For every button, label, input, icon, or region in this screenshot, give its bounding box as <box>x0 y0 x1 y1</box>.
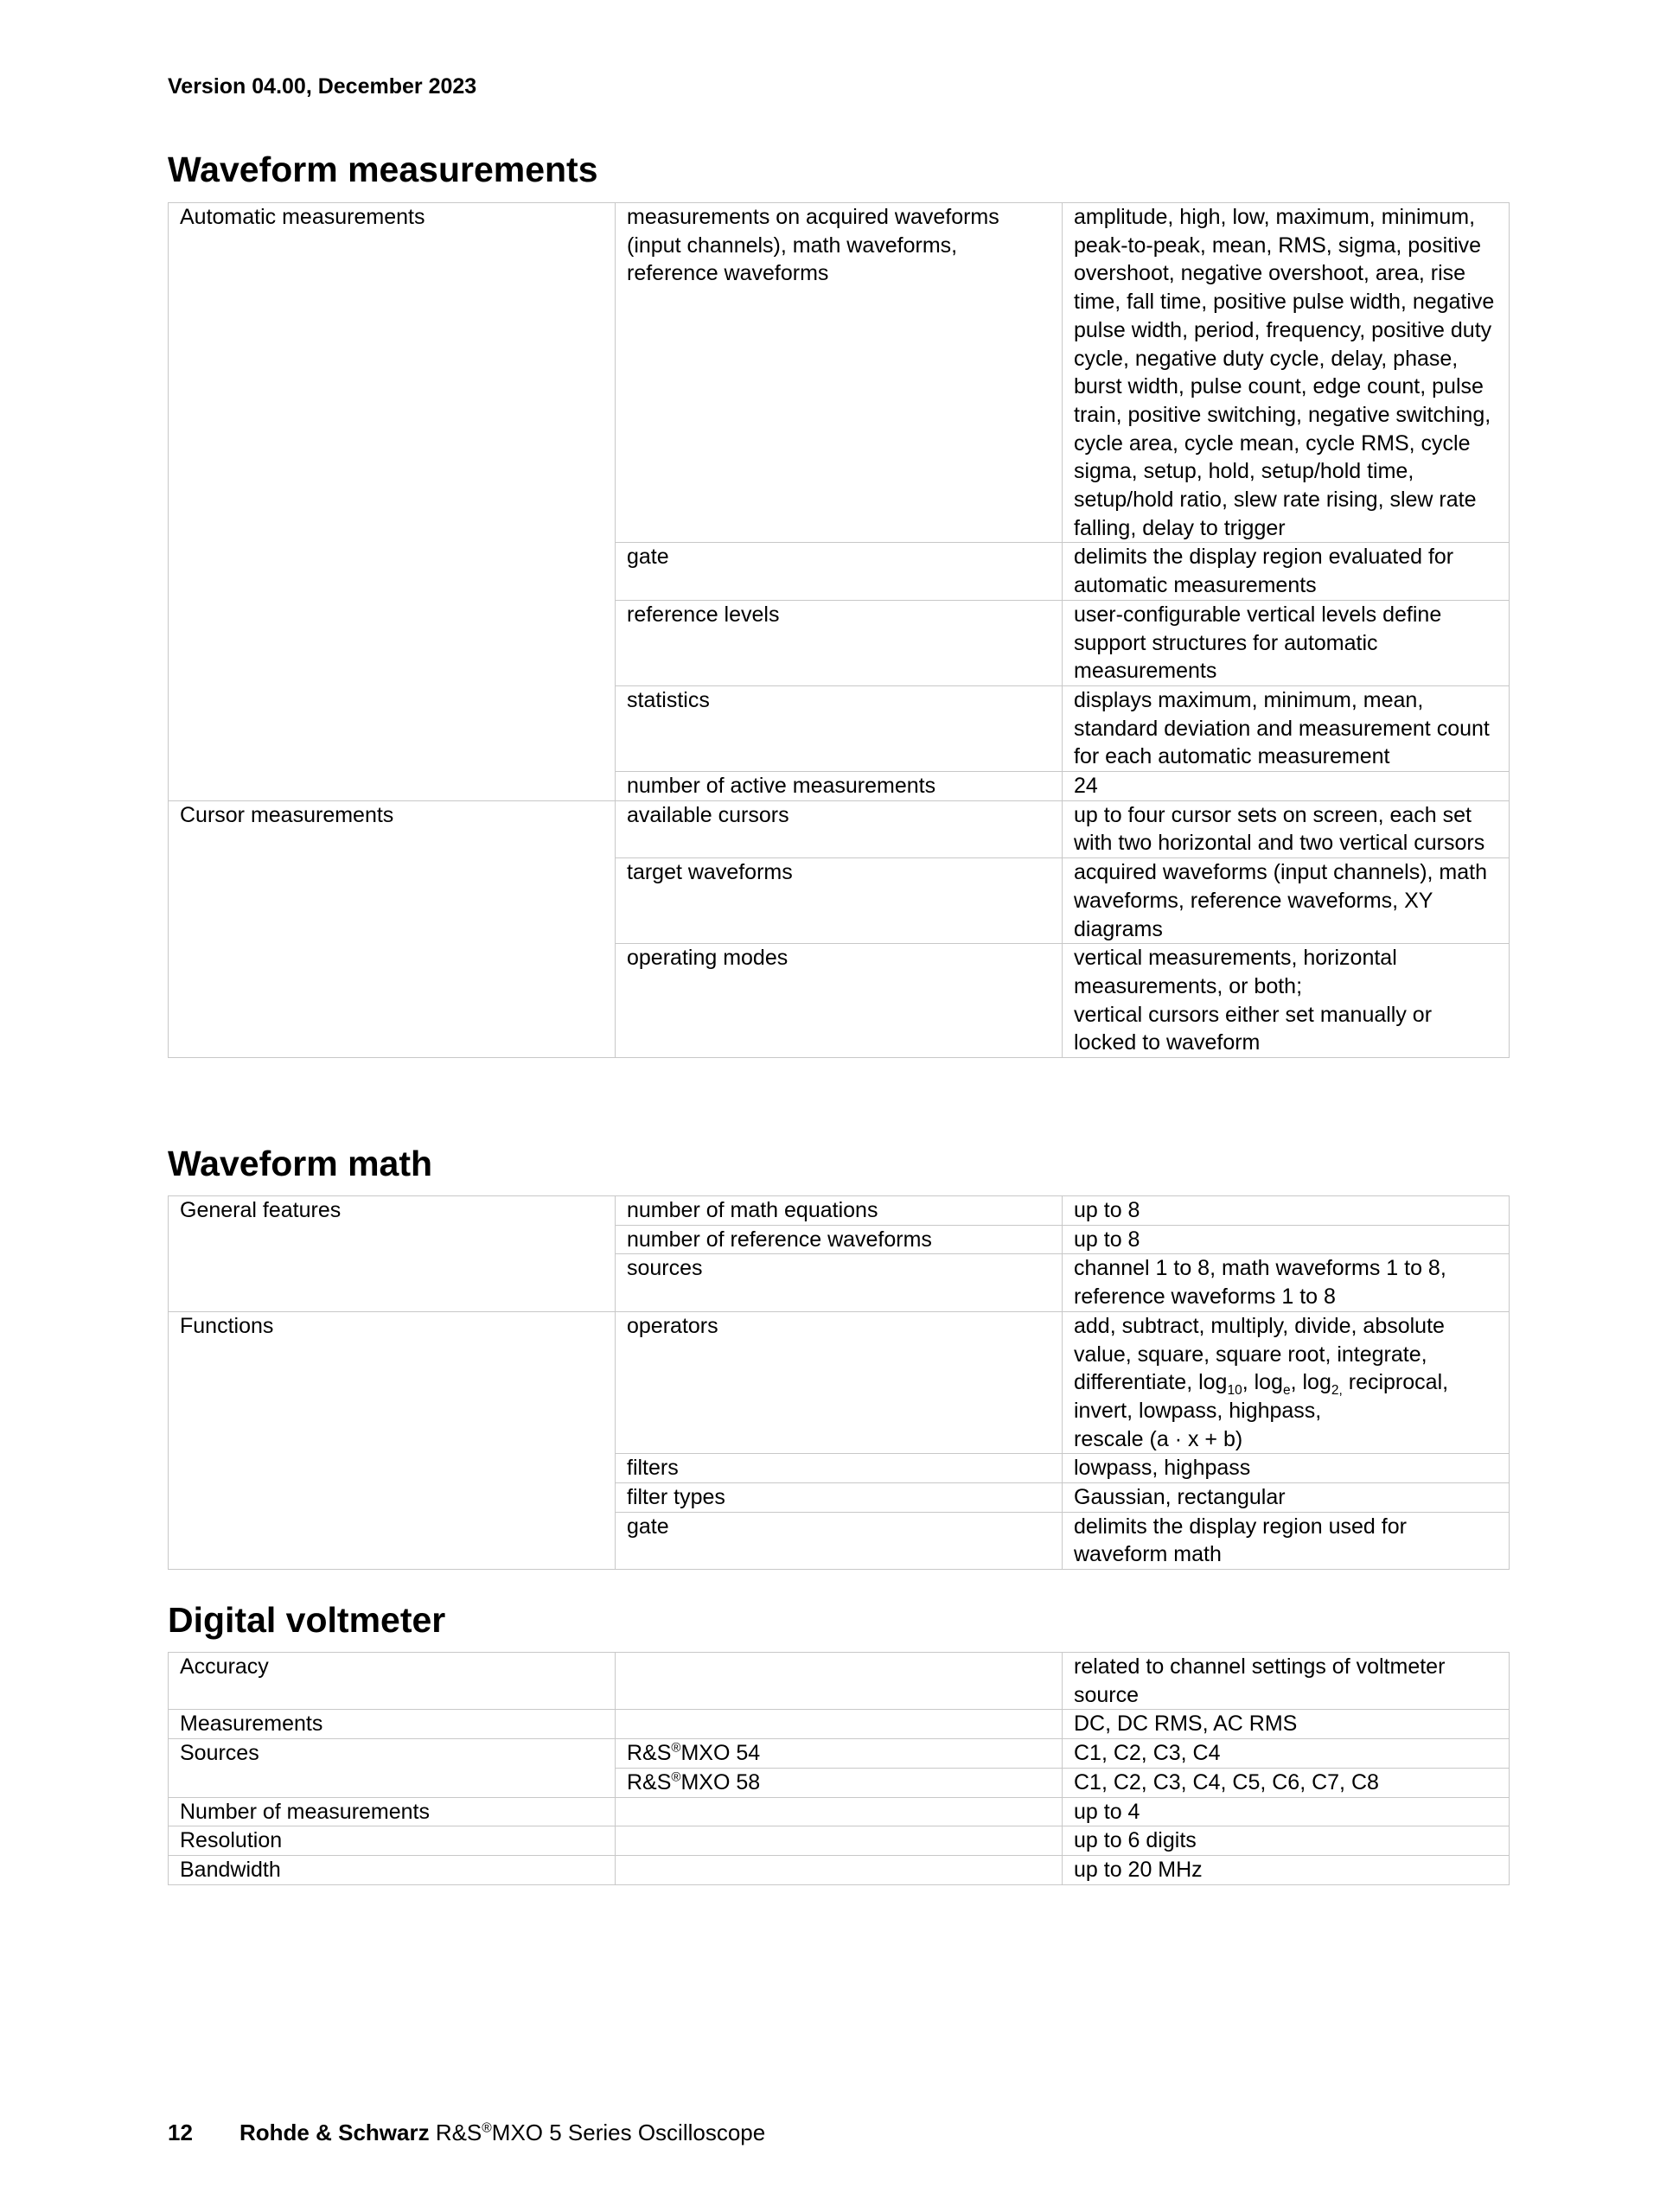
spec-row <box>169 800 1510 857</box>
spec-row <box>169 1196 1510 1226</box>
registered-mark: ® <box>482 2120 492 2136</box>
value-text: reciprocal, invert, lowpass, highpass, <box>1074 1370 1449 1423</box>
spec-row <box>169 1311 1510 1454</box>
spec-value: C1, C2, C3, C4 <box>1063 1739 1510 1769</box>
log-base-subscript: e <box>1282 1383 1291 1399</box>
spec-parameter: filters <box>616 1454 1063 1483</box>
footer-product-prefix: R&S <box>429 2120 482 2145</box>
spec-parameter: gate <box>616 1512 1063 1569</box>
section-title-waveform-math: Waveform math <box>168 1144 433 1183</box>
spec-value: C1, C2, C3, C4, C5, C6, C7, C8 <box>1063 1768 1510 1797</box>
spec-parameter <box>616 1826 1063 1856</box>
spec-value: delimits the display region evaluated for automatic measurements <box>1063 543 1510 600</box>
digital-voltmeter-table <box>168 1652 1510 1885</box>
log-base-subscript: 2, <box>1331 1383 1343 1399</box>
spec-value: vertical measurements, horizontal measurements, or both; vertical cursors either set manually or locked to waveform <box>1063 944 1510 1058</box>
spec-parameter <box>616 1855 1063 1884</box>
spec-parameter: available cursors <box>616 800 1063 857</box>
spec-parameter: target waveforms <box>616 858 1063 944</box>
spec-parameter: statistics <box>616 685 1063 771</box>
spec-parameter: operators <box>616 1311 1063 1454</box>
param-text: R&S <box>627 1741 672 1766</box>
spec-value: up to 8 <box>1063 1196 1510 1226</box>
footer-brand: Rohde & Schwarz <box>239 2120 430 2145</box>
spec-value: up to 20 MHz <box>1063 1855 1510 1884</box>
spec-parameter: number of active measurements <box>616 772 1063 801</box>
page-footer <box>168 2120 765 2146</box>
spec-group-label: Measurements <box>169 1710 616 1739</box>
page-number: 12 <box>168 2120 193 2145</box>
spec-value: up to 6 digits <box>1063 1826 1510 1856</box>
value-text: rescale (a · x + b) <box>1074 1426 1243 1451</box>
spec-group-label: Automatic measurements <box>169 203 616 801</box>
param-text: R&S <box>627 1769 672 1794</box>
spec-value: up to 4 <box>1063 1797 1510 1826</box>
section-title-digital-voltmeter: Digital voltmeter <box>168 1600 446 1640</box>
spec-group-label: Cursor measurements <box>169 800 616 1057</box>
spec-value: user-configurable vertical levels define support structures for automatic measurements <box>1063 600 1510 685</box>
spec-value: displays maximum, minimum, mean, standard deviation and measurement count for each automatic measurement <box>1063 685 1510 771</box>
value-text: , log <box>1242 1370 1283 1395</box>
spec-value: delimits the display region used for waveform math <box>1063 1512 1510 1569</box>
spec-parameter: filter types <box>616 1483 1063 1513</box>
spec-parameter: sources <box>616 1254 1063 1311</box>
spec-parameter: gate <box>616 543 1063 600</box>
value-text: , log <box>1290 1370 1331 1395</box>
spec-value: channel 1 to 8, math waveforms 1 to 8, reference waveforms 1 to 8 <box>1063 1254 1510 1311</box>
spec-value: amplitude, high, low, maximum, minimum, peak-to-peak, mean, RMS, sigma, positive overshoot, negative overshoot, area, rise time, fall time, positive pulse width, negative pulse width, period, frequency, positive duty cycle, negative duty cycle, delay, phase, burst width, pulse count, edge count, pulse train, positive switching, negative switching, cycle area, cycle mean, cycle RMS, cycle sigma, setup, hold, setup/hold time, setup/hold ratio, slew rate rising, slew rate falling, delay to trigger <box>1063 203 1510 543</box>
spec-value: related to channel settings of voltmeter source <box>1063 1653 1510 1710</box>
log-base-subscript: 10 <box>1227 1383 1242 1399</box>
spec-group-label: Resolution <box>169 1826 616 1856</box>
spec-value: lowpass, highpass <box>1063 1454 1510 1483</box>
spec-parameter <box>616 1739 1063 1769</box>
spec-value: 24 <box>1063 772 1510 801</box>
spec-group-label: Bandwidth <box>169 1855 616 1884</box>
spec-value: up to four cursor sets on screen, each set with two horizontal and two vertical cursors <box>1063 800 1510 857</box>
spec-value: DC, DC RMS, AC RMS <box>1063 1710 1510 1739</box>
spec-row <box>169 1826 1510 1856</box>
param-text: MXO 58 <box>680 1769 761 1794</box>
spec-parameter <box>616 1710 1063 1739</box>
spec-parameter: measurements on acquired waveforms (input channels), math waveforms, reference waveforms <box>616 203 1063 543</box>
spec-parameter <box>616 1653 1063 1710</box>
footer-product: MXO 5 Series Oscilloscope <box>491 2120 766 2145</box>
spec-parameter: number of math equations <box>616 1196 1063 1226</box>
param-text: MXO 54 <box>680 1741 761 1766</box>
registered-mark: ® <box>671 1769 681 1785</box>
spec-parameter: reference levels <box>616 600 1063 685</box>
spec-row <box>169 1653 1510 1710</box>
spec-value <box>1063 1311 1510 1454</box>
spec-group-label: Functions <box>169 1311 616 1569</box>
spec-row <box>169 1710 1510 1739</box>
spec-row <box>169 203 1510 543</box>
value-text: add, subtract, multiply, divide, absolute value, square, square root, integrate, differentiate, log <box>1074 1313 1445 1395</box>
spec-row <box>169 1797 1510 1826</box>
waveform-measurements-table <box>168 202 1510 1058</box>
document-version: Version 04.00, December 2023 <box>168 74 477 99</box>
spec-row <box>169 1855 1510 1884</box>
spec-row <box>169 1739 1510 1769</box>
spec-value: acquired waveforms (input channels), math waveforms, reference waveforms, XY diagrams <box>1063 858 1510 944</box>
spec-group-label: Accuracy <box>169 1653 616 1710</box>
spec-value: up to 8 <box>1063 1225 1510 1254</box>
spec-group-label: Number of measurements <box>169 1797 616 1826</box>
spec-parameter: operating modes <box>616 944 1063 1058</box>
waveform-math-table <box>168 1195 1510 1570</box>
spec-parameter <box>616 1797 1063 1826</box>
section-title-waveform-measurements: Waveform measurements <box>168 150 598 189</box>
spec-parameter <box>616 1768 1063 1797</box>
spec-value: Gaussian, rectangular <box>1063 1483 1510 1513</box>
spec-parameter: number of reference waveforms <box>616 1225 1063 1254</box>
spec-group-label: General features <box>169 1196 616 1312</box>
registered-mark: ® <box>671 1740 681 1756</box>
spec-group-label: Sources <box>169 1739 616 1797</box>
